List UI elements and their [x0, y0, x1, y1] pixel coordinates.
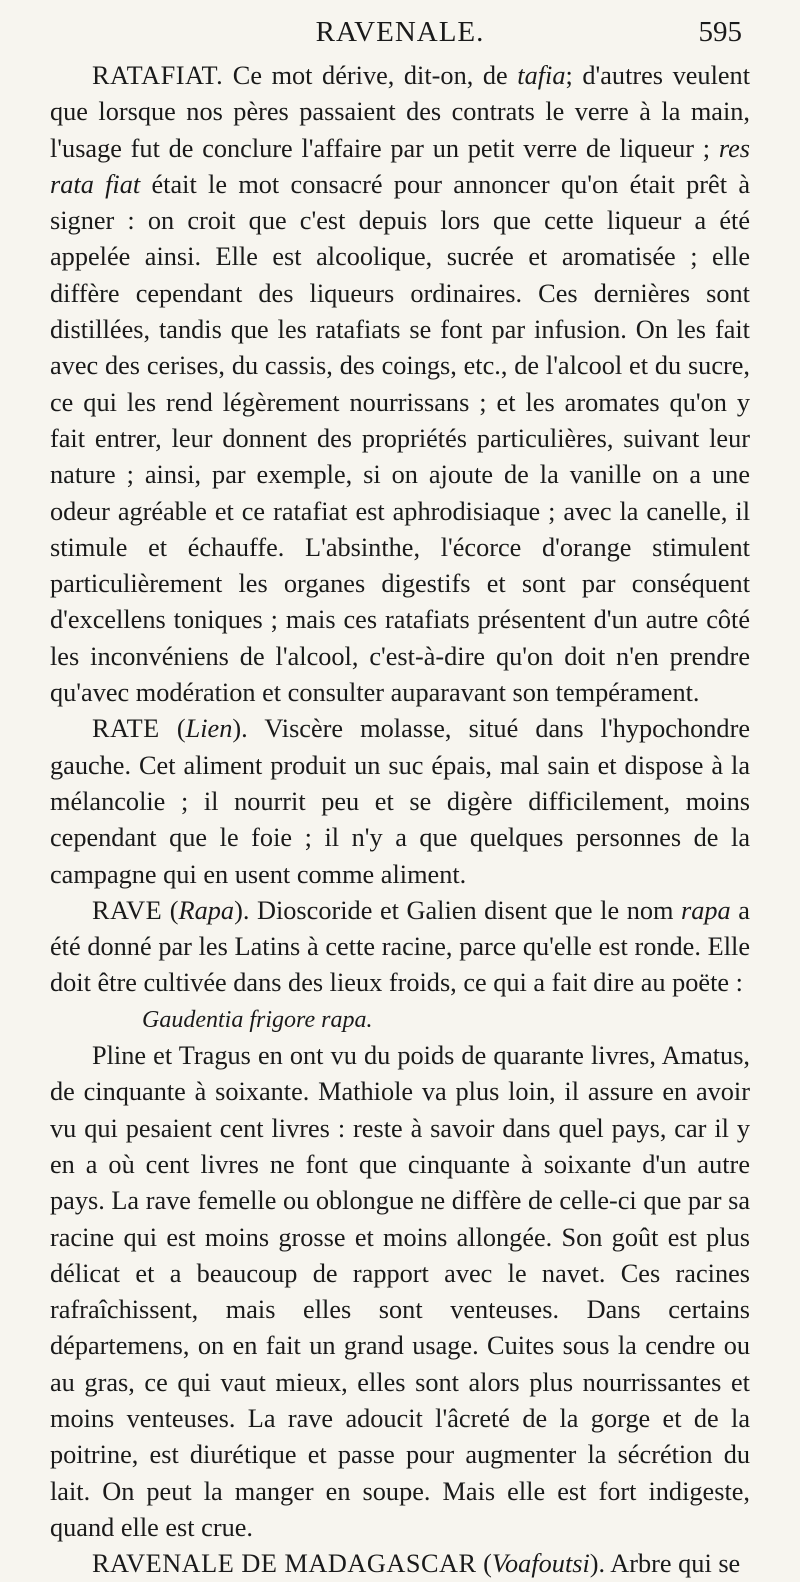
entry-text: a été donné par les Latins à cette racine, parce qu'elle est ronde. Elle doit être cultivée dans des lieux froids, ce qui a fait dire au poëte : [50, 895, 750, 998]
running-header [0, 10, 800, 54]
entry-text: Ce mot dérive, dit-on, de [232, 61, 518, 90]
etymology-term: tafia [517, 61, 566, 90]
running-title: RAVENALE. [315, 16, 485, 48]
headword: RATE [92, 714, 160, 744]
latin-name: Lien [185, 714, 233, 744]
latin-name: Voafoutsi [491, 1549, 590, 1579]
entry-ratafiat [50, 58, 750, 711]
headword: RAVE [92, 895, 163, 925]
entry-rave [50, 893, 750, 1002]
entry-text: ). Viscère molasse, situé dans l'hypochondre gauche. Cet aliment produit un suc épais, mal sain et dispose à la mélancolie ; il nourrit peu et se digère difficilement, moins cependant que le foie ; il n'y a que quelques personnes de la campagne qui en usent comme aliment. [50, 714, 750, 889]
headword: RATAFIAT. [92, 61, 224, 90]
entry-text: ). Arbre qui se [589, 1549, 741, 1579]
paren: ( [159, 714, 186, 744]
entry-text: était le mot consacré pour annoncer qu'on était prêt à signer : on croit que c'est depuis lors que cette liqueur a été appelée ainsi. Elle est alcoolique, sucrée et aromatisée ; elle diffère cependant des liqueurs ordinaires. Ces dernières sont distillées, tandis que les ratafiats se font par infusion. On les fait avec des cerises, du cassis, des coings, etc., de l'alcool et du sucre, ce qui les rend légèrement nourrissans ; et les aromates qu'on y fait entrer, leur donnent des propriétés particulières, suivant leur nature ; ainsi, par exemple, si on ajoute de la vanille on a une odeur agréable et ce ratafiat est aphrodisiaque ; avec la canelle, il stimule et échauffe. L'absinthe, l'écorce d'orange stimulent particulièrement les organes digestifs et sont par conséquent d'excellens toniques ; mais ces ratafiats présentent d'un autre côté les inconvéniens de l'alcool, c'est-à-dire qu'on doit n'en prendre qu'avec modération et consulter auparavant son tempérament. [50, 169, 750, 708]
paren: ( [162, 895, 179, 925]
latin-name: Rapa [178, 895, 235, 925]
entry-rate [50, 711, 750, 892]
paren: ( [476, 1549, 492, 1579]
latin-word: rapa [681, 895, 731, 925]
page-body [50, 58, 750, 1582]
entry-ravenale [50, 1546, 750, 1582]
entry-text: ; d'autres veulent que lorsque nos pères passaient des contrats le verre à la main, l'usage fut de conclure l'affaire par un petit verre de liqueur ; [50, 61, 751, 163]
entry-rave-continued: Pline et Tragus en ont vu du poids de quarante livres, Amatus, de cinquante à soixante. Mathiole va plus loin, il assure en avoir vu qui pesaient cent livres : reste à savoir dans quel pays, car il y en a où cent livres ne font que cinquante à soixante d'un autre pays. La rave femelle ou oblongue ne diffère de celle-ci que par sa racine qui est moins grosse et moins allongée. Son goût est plus délicat et a beaucoup de rapport avec le navet. Ces racines rafraîchissent, mais elles sont venteuses. Dans certains départemens, on en fait un grand usage. Cuites sous la cendre ou au gras, ce qui vaut mieux, elles sont alors plus nourrissantes et moins venteuses. La rave adoucit l'âcreté de la gorge et de la poitrine, est diurétique et passe pour augmenter la sécrétion du lait. On peut la manger en soupe. Mais elle est fort indigeste, quand elle est crue. [50, 1041, 750, 1542]
entry-text: ). Dioscoride et Galien disent que le nom [234, 895, 682, 925]
headword: RAVENALE DE MADAGASCAR [92, 1549, 477, 1579]
etymology-term: res rata fiat [50, 133, 750, 199]
page-number: 595 [698, 16, 742, 48]
verse-quote: Gaudentia frigore rapa. [142, 1006, 373, 1033]
